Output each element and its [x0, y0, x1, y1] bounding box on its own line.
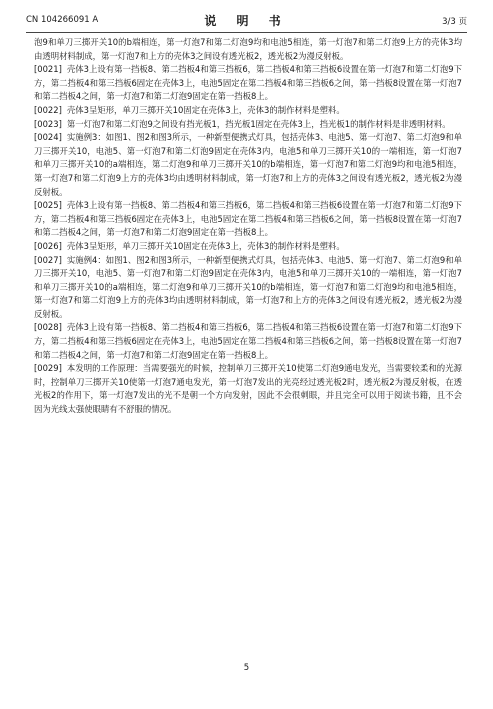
paragraph	[34, 240, 462, 254]
paragraph	[34, 362, 462, 416]
paragraph-number: [0026]	[34, 240, 62, 251]
paragraph-number: [0028]	[34, 322, 62, 333]
paragraph	[34, 118, 462, 132]
paragraph-text: 壳体3呈矩形，单刀三掷开关10固定在壳体3上，壳体3的制作材料是塑料。	[66, 104, 345, 115]
paragraph-text: 实施例4：如图1、图2和图3所示，一种新型便携式灯具，包括壳体3、电池5、第一灯泡7、第二灯泡9和单刀三掷开关10，电池5、第一灯泡7和第二灯泡9固定在壳体3内，电池5和单刀三掷开关10的一端相连，第一灯泡7和单刀三掷开关10的a端相连，第二灯泡9和单刀三掷开关10的b端相连，第一灯泡7和第二灯泡9均和电池5相连，第一灯泡7和第二灯泡9上方的壳体3均由透明材料制成，第一灯泡7和上方的壳体3之间设有透光板2，透光板2为漫反射板。	[34, 254, 462, 319]
paragraph	[34, 63, 462, 104]
document-body	[34, 36, 462, 417]
paragraph-text: 壳体3上设有第一挡板8、第二挡板4和第三挡板6，第二挡板4和第三挡板6设置在第一灯泡7和第二灯泡9下方，第二挡板4和第三挡板6固定在壳体3上，电池5固定在第二挡板4和第三挡板6之间，第一挡板8设置在第一灯泡7和第二挡板4之间，第一灯泡7和第二灯泡9固定在第一挡板8上。	[34, 64, 462, 102]
paragraph-text: 实施例3：如图1、图2和图3所示，一种新型便携式灯具，包括壳体3、电池5、第一灯泡7、第二灯泡9和单刀三掷开关10，电池5、第一灯泡7和第二灯泡9固定在壳体3内，电池5和单刀三掷开关10的一端相连，第一灯泡7和单刀三掷开关10的a端相连，第二灯泡9和单刀三掷开关10的b端相连，第一灯泡7和第二灯泡9均和电池5相连，第一灯泡7和第二灯泡9上方的壳体3均由透明材料制成，第一灯泡7和上方的壳体3之间设有透光板2，透光板2为漫反射板。	[34, 132, 462, 197]
paragraph-text: 壳体3上设有第一挡板8、第二挡板4和第三挡板6，第二挡板4和第三挡板6设置在第一灯泡7和第二灯泡9下方，第二挡板4和第三挡板6固定在壳体3上，电池5固定在第二挡板4和第三挡板6之间，第一挡板8设置在第一灯泡7和第二挡板4之间，第一灯泡7和第二灯泡9固定在第一挡板8上。	[34, 200, 462, 238]
paragraph-text: 壳体3呈矩形，单刀三掷开关10固定在壳体3上，壳体3的制作材料是塑料。	[66, 240, 345, 251]
paragraph	[34, 104, 462, 118]
paragraph-text: 本发明的工作原理：当需要强光的时候，控制单刀三掷开关10使第二灯泡9通电发光，当需要较柔和的光源时，控制单刀三掷开关10使第一灯泡7通电发光，第一灯泡7发出的光亮经过透光板2时，透光板2为漫反射板，在透光板2的作用下，第一灯泡7发出的光不是朝一个方向发射，因此不会很刺眼，并且完全可以用于阅读书籍，且不会因为光线太强使眼睛有不舒服的情况。	[34, 363, 462, 415]
paragraph	[34, 254, 462, 322]
paragraph	[34, 131, 462, 199]
paragraph-text: 第一灯泡7和第二灯泡9之间设有挡光板1，挡光板1固定在壳体3上，挡光板1的制作材料是非透明材料。	[66, 118, 451, 129]
paragraph-number: [0025]	[34, 200, 62, 211]
paragraph-number: [0021]	[34, 64, 62, 75]
paragraph-text: 泡9和单刀三掷开关10的b端相连，第一灯泡7和第二灯泡9均和电池5相连，第一灯泡7和第二灯泡9上方的壳体3均由透明材料制成，第一灯泡7和上方的壳体3之间设有透光板2，透光板2为漫反射板。	[34, 37, 462, 61]
paragraph	[34, 321, 462, 362]
paragraph-number: [0024]	[34, 132, 62, 143]
paragraph-number: [0027]	[34, 254, 62, 265]
document-title: 说 明 书	[204, 14, 289, 28]
paragraph-number: [0023]	[34, 118, 62, 129]
page-header	[26, 14, 467, 33]
page-indicator: 3/3 页	[442, 17, 467, 27]
paragraph-text: 壳体3上设有第一挡板8、第二挡板4和第三挡板6，第二挡板4和第三挡板6设置在第一灯泡7和第二灯泡9下方，第二挡板4和第三挡板6固定在壳体3上，电池5固定在第二挡板4和第三挡板6之间，第一挡板8设置在第一灯泡7和第二挡板4之间，第一灯泡7和第二灯泡9固定在第一挡板8上。	[34, 322, 462, 360]
paragraph-number: [0022]	[34, 104, 62, 115]
page-number: 5	[243, 663, 250, 673]
paragraph-number: [0029]	[34, 363, 62, 374]
patent-number: CN 104266091 A	[26, 15, 99, 25]
paragraph	[34, 199, 462, 240]
paragraph	[34, 36, 462, 63]
